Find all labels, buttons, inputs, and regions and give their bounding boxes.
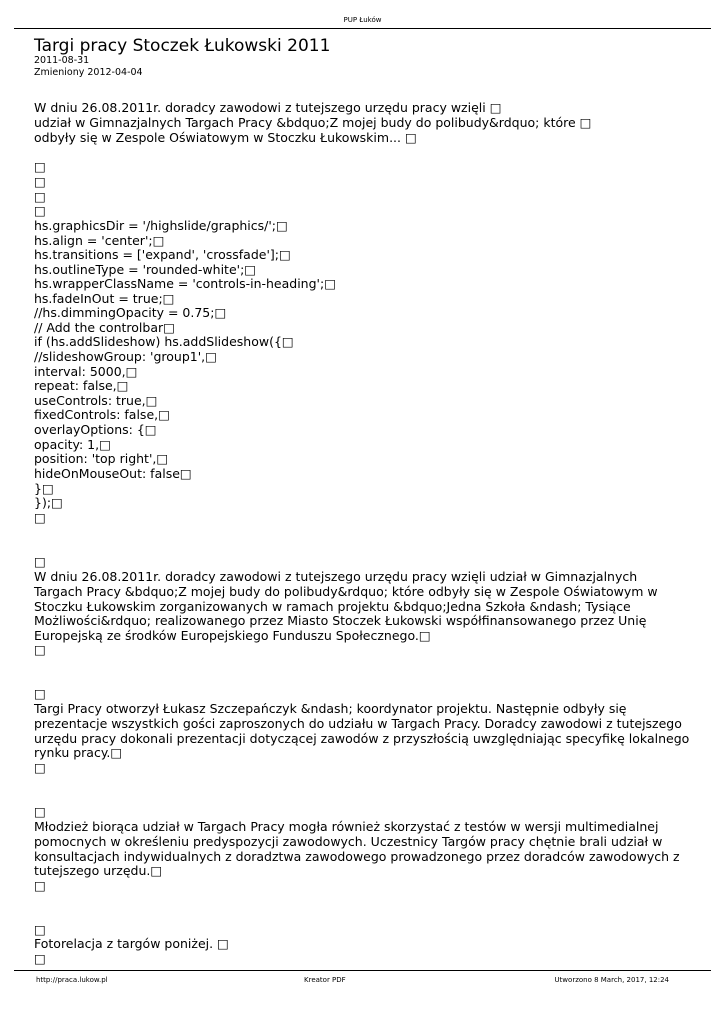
body-line: □: [34, 174, 46, 189]
paragraph-line: W dniu 26.08.2011r. doradcy zawodowi z tutejszego urzędu pracy wzięli udział w Gimnazjalnych: [34, 569, 638, 584]
code-line: if (hs.addSlideshow) hs.addSlideshow({□: [34, 334, 294, 349]
body-line: □: [34, 510, 46, 525]
code-line: hideOnMouseOut: false□: [34, 466, 192, 481]
article-date: 2011-08-31: [34, 55, 90, 66]
code-line: hs.fadeInOut = true;□: [34, 291, 175, 306]
body-line: □: [34, 159, 46, 174]
footer-url: http://praca.lukow.pl: [36, 976, 108, 984]
header-divider: [14, 28, 711, 29]
body-line: □: [34, 554, 46, 569]
code-line: }□: [34, 481, 54, 496]
body-line: udział w Gimnazjalnych Targach Pracy &bdquo;Z mojej budy do polibudy&rdquo; które □: [34, 115, 592, 130]
code-line: hs.graphicsDir = '/highslide/graphics/';□: [34, 218, 288, 233]
paragraph-line: rynku pracy.□: [34, 745, 123, 760]
paragraph-line: konsultacjach indywidualnych z doradztwa zawodowego prowadzonego przez doradców zawodowych z: [34, 849, 680, 864]
code-line: hs.align = 'center';□: [34, 233, 165, 248]
body-line: □: [34, 804, 46, 819]
body-line: □: [34, 203, 46, 218]
code-line: //slideshowGroup: 'group1',□: [34, 349, 217, 364]
body-line: □: [34, 922, 46, 937]
code-line: hs.wrapperClassName = 'controls-in-heading';□: [34, 276, 337, 291]
paragraph-line: Stoczku Łukowskim zorganizowanych w ramach projektu &bdquo;Jedna Szkoła &ndash; Tysiące: [34, 599, 631, 614]
paragraph-line: pomocnych w określeniu predyspozycji zawodowych. Uczestnicy Targów pracy chętnie brali udział w: [34, 834, 663, 849]
code-line: hs.transitions = ['expand', 'crossfade'];□: [34, 247, 291, 262]
paragraph-line: Europejską ze środków Europejskiego Funduszu Społecznego.□: [34, 628, 431, 643]
footer-created-date: Utworzono 8 March, 2017, 12:24: [554, 976, 669, 984]
body-line: □: [34, 951, 46, 966]
code-line: });□: [34, 495, 63, 510]
article-title: Targi pracy Stoczek Łukowski 2011: [34, 36, 331, 56]
article-modified-date: Zmieniony 2012-04-04: [34, 67, 143, 78]
paragraph-line: Możliwości&rdquo; realizowanego przez Miasto Stoczek Łukowski współfinansowanego przez Unię: [34, 613, 647, 628]
code-line: useControls: true,□: [34, 393, 158, 408]
paragraph-line: tutejszego urzędu.□: [34, 863, 163, 878]
body-line: odbyły się w Zespole Oświatowym w Stoczku Łukowskim... □: [34, 130, 417, 145]
paragraph-line: Młodzież biorąca udział w Targach Pracy mogła również skorzystać z testów w wersji multimedialnej: [34, 819, 659, 834]
code-line: hs.outlineType = 'rounded-white';□: [34, 262, 257, 277]
body-line: □: [34, 642, 46, 657]
body-line: □: [34, 189, 46, 204]
code-line: fixedControls: false,□: [34, 407, 170, 422]
code-line: interval: 5000,□: [34, 364, 138, 379]
footer-generator: Kreator PDF: [304, 976, 346, 984]
code-line: position: 'top right',□: [34, 451, 169, 466]
code-line: opacity: 1,□: [34, 437, 111, 452]
body-line: □: [34, 760, 46, 775]
code-line: overlayOptions: {□: [34, 422, 157, 437]
body-line: □: [34, 686, 46, 701]
footer-divider: [14, 970, 711, 971]
paragraph-line: Fotorelacja z targów poniżej. □: [34, 936, 229, 951]
body-line: W dniu 26.08.2011r. doradcy zawodowi z tutejszego urzędu pracy wzięli □: [34, 100, 502, 115]
paragraph-line: Targi Pracy otworzył Łukasz Szczepańczyk &ndash; koordynator projektu. Następnie odbyły się: [34, 701, 627, 716]
paragraph-line: prezentacje wszystkich gości zaproszonych do udziału w Targach Pracy. Doradcy zawodowi z tutejszego: [34, 716, 682, 731]
paragraph-line: urzędu pracy dokonali prezentacji dotyczącej zawodów z przyszłością uwzględniając specyfikę lokalnego: [34, 731, 690, 746]
code-line: //hs.dimmingOpacity = 0.75;□: [34, 305, 227, 320]
code-line: // Add the controlbar□: [34, 320, 175, 335]
page-header-site-name: PUP Łuków: [343, 16, 382, 24]
code-line: repeat: false,□: [34, 378, 129, 393]
body-line: □: [34, 878, 46, 893]
paragraph-line: Targach Pracy &bdquo;Z mojej budy do polibudy&rdquo; które odbyły się w Zespole Oświatowym w: [34, 584, 658, 599]
